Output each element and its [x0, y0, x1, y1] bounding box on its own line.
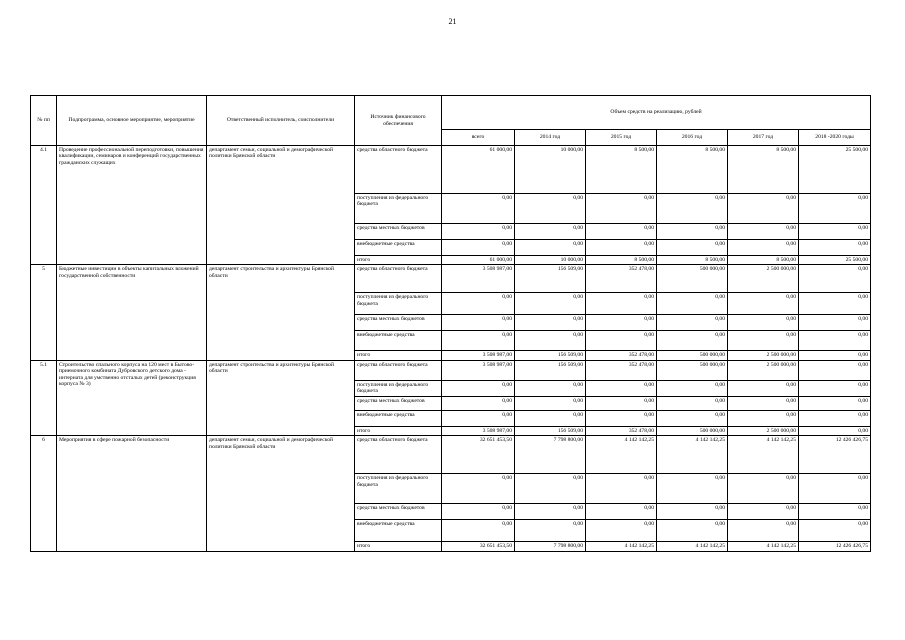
funding-source: средства местных бюджетов	[355, 315, 442, 331]
amount-cell: 0,00	[586, 293, 657, 315]
amount-cell: 0,00	[799, 426, 871, 435]
amount-cell: 0,00	[799, 293, 871, 315]
amount-cell: 32 651 453,50	[442, 436, 515, 474]
amount-cell: 0,00	[442, 396, 515, 410]
funding-source: итого	[355, 542, 442, 551]
program-title: Строительство спального корпуса на 120 мест в Бытово-приемочного комбината Дубровского детского дома - интерната для умственно отсталых детей (реконструкция корпуса № 3)	[57, 360, 207, 435]
amount-cell: 0,00	[728, 396, 799, 410]
amount-cell: 0,00	[586, 194, 657, 224]
funding-source: внебюджетные средства	[355, 331, 442, 351]
amount-cell: 0,00	[728, 315, 799, 331]
funding-source: средства областного бюджета	[355, 436, 442, 474]
amount-cell: 0,00	[515, 331, 586, 351]
amount-cell: 12 426 426,75	[799, 436, 871, 474]
amount-cell: 0,00	[586, 331, 657, 351]
amount-cell: 32 651 453,50	[442, 542, 515, 551]
executor: департамент семьи, социальной и демографической политики Брянской области	[207, 146, 355, 265]
amount-cell: 156 509,00	[515, 265, 586, 293]
funding-table	[30, 95, 871, 552]
amount-cell: 0,00	[657, 504, 728, 520]
amount-cell: 0,00	[515, 293, 586, 315]
funding-source: средства областного бюджета	[355, 360, 442, 380]
funding-source: итого	[355, 351, 442, 360]
funding-source: внебюджетные средства	[355, 520, 442, 542]
amount-cell: 0,00	[799, 240, 871, 256]
header-volume: Объем средств на реализацию, рублей	[442, 96, 871, 130]
amount-cell: 0,00	[799, 224, 871, 240]
program-title: Мероприятия в сфере пожарной безопасности	[57, 436, 207, 551]
amount-cell: 0,00	[515, 240, 586, 256]
amount-cell: 25 500,00	[799, 256, 871, 265]
table-row	[31, 360, 871, 380]
table-row	[31, 146, 871, 194]
funding-source: средства областного бюджета	[355, 146, 442, 194]
row-number: 4.1	[31, 146, 57, 265]
row-number: 5.1	[31, 360, 57, 435]
row-number: 5	[31, 265, 57, 360]
amount-cell: 0,00	[515, 224, 586, 240]
amount-cell: 0,00	[442, 331, 515, 351]
amount-cell: 25 500,00	[799, 146, 871, 194]
amount-cell: 3 508 987,00	[442, 360, 515, 380]
amount-cell: 0,00	[515, 194, 586, 224]
amount-cell: 0,00	[799, 194, 871, 224]
amount-cell: 8 500,00	[586, 256, 657, 265]
amount-cell: 0,00	[442, 474, 515, 504]
amount-cell: 0,00	[515, 504, 586, 520]
amount-cell: 0,00	[442, 224, 515, 240]
amount-cell: 8 500,00	[657, 256, 728, 265]
amount-cell: 0,00	[586, 520, 657, 542]
table-row	[31, 436, 871, 474]
amount-cell: 0,00	[799, 396, 871, 410]
amount-cell: 2 500 000,00	[728, 351, 799, 360]
amount-cell: 0,00	[728, 240, 799, 256]
header-year: 2015 год	[586, 130, 657, 146]
amount-cell: 0,00	[657, 293, 728, 315]
amount-cell: 0,00	[657, 410, 728, 426]
amount-cell: 0,00	[515, 315, 586, 331]
amount-cell: 61 000,00	[442, 146, 515, 194]
funding-source: средства областного бюджета	[355, 265, 442, 293]
table-row	[31, 265, 871, 293]
amount-cell: 0,00	[515, 396, 586, 410]
amount-cell: 2 500 000,00	[728, 426, 799, 435]
amount-cell: 0,00	[799, 380, 871, 396]
amount-cell: 4 142 142,25	[657, 436, 728, 474]
amount-cell: 352 478,00	[586, 265, 657, 293]
amount-cell: 0,00	[586, 224, 657, 240]
amount-cell: 0,00	[657, 380, 728, 396]
program-title: Бюджетные инвестиции в объекты капитальных вложений государственной собственности	[57, 265, 207, 360]
funding-source: поступления из федерального бюджета	[355, 293, 442, 315]
amount-cell: 500 000,00	[657, 351, 728, 360]
amount-cell: 7 798 800,00	[515, 436, 586, 474]
amount-cell: 0,00	[799, 331, 871, 351]
amount-cell: 0,00	[657, 224, 728, 240]
funding-source: итого	[355, 426, 442, 435]
amount-cell: 0,00	[799, 265, 871, 293]
amount-cell: 0,00	[799, 474, 871, 504]
amount-cell: 0,00	[728, 410, 799, 426]
amount-cell: 0,00	[728, 520, 799, 542]
header-program: Подпрограмма, основное мероприятие, мероприятие	[57, 96, 207, 146]
funding-source: внебюджетные средства	[355, 410, 442, 426]
funding-source: поступления из федерального бюджета	[355, 474, 442, 504]
amount-cell: 0,00	[657, 331, 728, 351]
amount-cell: 8 500,00	[728, 146, 799, 194]
header-no: № пп	[31, 96, 57, 146]
amount-cell: 500 000,00	[657, 426, 728, 435]
amount-cell: 0,00	[799, 351, 871, 360]
amount-cell: 0,00	[799, 360, 871, 380]
amount-cell: 0,00	[586, 240, 657, 256]
amount-cell: 0,00	[442, 520, 515, 542]
funding-source: средства местных бюджетов	[355, 224, 442, 240]
funding-source: внебюджетные средства	[355, 240, 442, 256]
row-number: 6	[31, 436, 57, 551]
amount-cell: 0,00	[442, 504, 515, 520]
amount-cell: 0,00	[728, 331, 799, 351]
amount-cell: 0,00	[586, 474, 657, 504]
amount-cell: 500 000,00	[657, 360, 728, 380]
funding-source: средства местных бюджетов	[355, 504, 442, 520]
amount-cell: 0,00	[657, 520, 728, 542]
amount-cell: 0,00	[799, 410, 871, 426]
amount-cell: 0,00	[586, 380, 657, 396]
amount-cell: 0,00	[799, 520, 871, 542]
amount-cell: 0,00	[657, 396, 728, 410]
amount-cell: 156 509,00	[515, 426, 586, 435]
amount-cell: 0,00	[586, 315, 657, 331]
amount-cell: 61 000,00	[442, 256, 515, 265]
amount-cell: 0,00	[657, 240, 728, 256]
amount-cell: 0,00	[586, 410, 657, 426]
amount-cell: 0,00	[799, 504, 871, 520]
funding-source: итого	[355, 256, 442, 265]
amount-cell: 4 142 142,25	[657, 542, 728, 551]
header-year: 2018 -2020 годы	[799, 130, 871, 146]
amount-cell: 0,00	[728, 293, 799, 315]
amount-cell: 0,00	[515, 380, 586, 396]
amount-cell: 352 478,00	[586, 360, 657, 380]
header-executor: Ответственный исполнитель, соисполнители	[207, 96, 355, 146]
funding-source: поступления из федерального бюджета	[355, 194, 442, 224]
amount-cell: 2 500 000,00	[728, 265, 799, 293]
header-year: 2016 год	[657, 130, 728, 146]
amount-cell: 0,00	[728, 504, 799, 520]
executor: департамент строительства и архитектуры Брянской области	[207, 360, 355, 435]
amount-cell: 0,00	[728, 194, 799, 224]
amount-cell: 0,00	[586, 504, 657, 520]
header-year: 2017 год	[728, 130, 799, 146]
amount-cell: 0,00	[442, 410, 515, 426]
header-year: всего	[442, 130, 515, 146]
amount-cell: 3 508 987,00	[442, 351, 515, 360]
amount-cell: 0,00	[657, 474, 728, 504]
amount-cell: 0,00	[657, 315, 728, 331]
amount-cell: 0,00	[799, 315, 871, 331]
amount-cell: 0,00	[728, 474, 799, 504]
amount-cell: 156 509,00	[515, 360, 586, 380]
amount-cell: 156 509,00	[515, 351, 586, 360]
amount-cell: 0,00	[515, 410, 586, 426]
amount-cell: 3 508 987,00	[442, 426, 515, 435]
amount-cell: 12 426 426,75	[799, 542, 871, 551]
amount-cell: 352 478,00	[586, 426, 657, 435]
amount-cell: 0,00	[442, 293, 515, 315]
amount-cell: 4 142 142,25	[586, 436, 657, 474]
amount-cell: 0,00	[442, 315, 515, 331]
program-title: Проведение профессиональной переподготовки, повышения квалификации, семинаров и конференций государственных гражданских служащих	[57, 146, 207, 265]
amount-cell: 8 500,00	[728, 256, 799, 265]
amount-cell: 0,00	[728, 224, 799, 240]
amount-cell: 2 500 000,00	[728, 360, 799, 380]
amount-cell: 0,00	[515, 520, 586, 542]
funding-source: средства местных бюджетов	[355, 396, 442, 410]
header-source: Источник финансового обеспечения	[355, 96, 442, 146]
amount-cell: 0,00	[515, 474, 586, 504]
amount-cell: 4 142 142,25	[728, 436, 799, 474]
amount-cell: 0,00	[442, 380, 515, 396]
amount-cell: 10 000,00	[515, 256, 586, 265]
header-year: 2014 год	[515, 130, 586, 146]
executor: департамент строительства и архитектуры Брянской области	[207, 265, 355, 360]
page-number: 21	[448, 17, 457, 26]
amount-cell: 0,00	[657, 194, 728, 224]
amount-cell: 7 798 800,00	[515, 542, 586, 551]
amount-cell: 4 142 142,25	[728, 542, 799, 551]
amount-cell: 0,00	[586, 396, 657, 410]
amount-cell: 500 000,00	[657, 265, 728, 293]
amount-cell: 3 508 987,00	[442, 265, 515, 293]
amount-cell: 0,00	[442, 194, 515, 224]
amount-cell: 8 500,00	[586, 146, 657, 194]
amount-cell: 0,00	[442, 240, 515, 256]
funding-source: поступления из федерального бюджета	[355, 380, 442, 396]
amount-cell: 4 142 142,25	[586, 542, 657, 551]
amount-cell: 0,00	[728, 380, 799, 396]
amount-cell: 352 478,00	[586, 351, 657, 360]
executor: департамент семьи, социальной и демографической политики Брянской области	[207, 436, 355, 551]
amount-cell: 8 500,00	[657, 146, 728, 194]
amount-cell: 10 000,00	[515, 146, 586, 194]
